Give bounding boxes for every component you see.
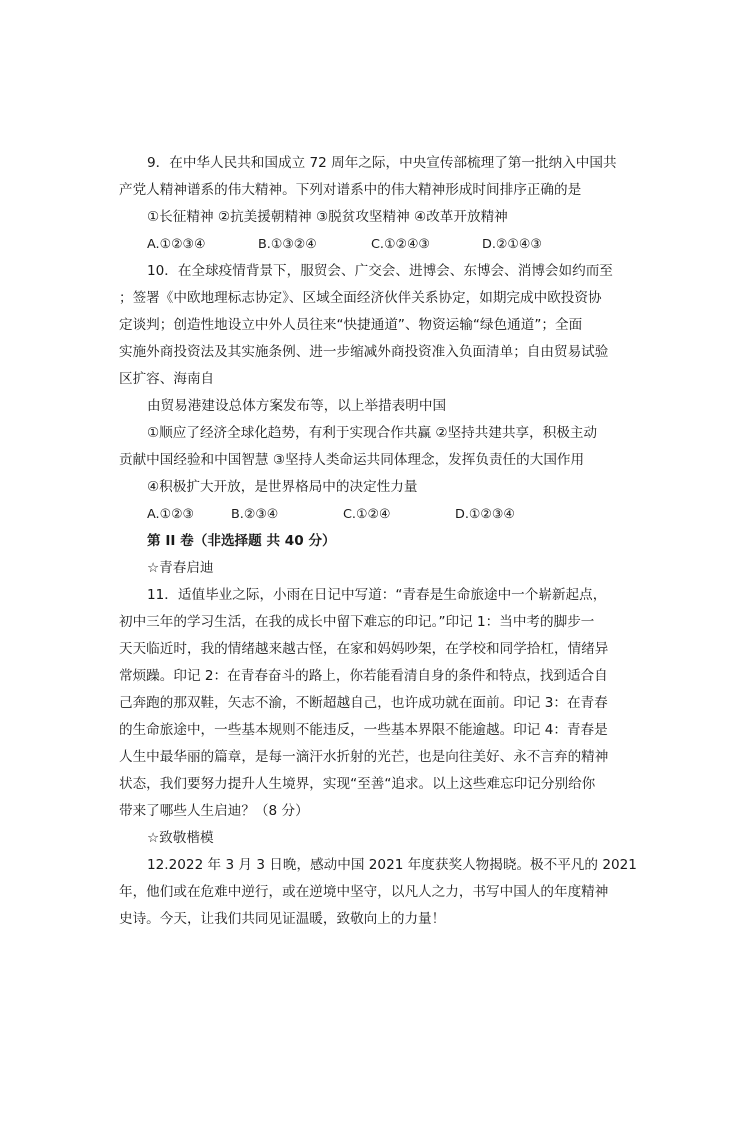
q12-heading: ☆致敬楷模 (147, 830, 214, 846)
q9-line-2: 产党人精神谱系的伟大精神。下列对谱系中的伟大精神形成时间排序正确的是 (119, 182, 582, 198)
q12-line-1: 12.2022 年 3 月 3 日晚，感动中国 2021 年度获奖人物揭晓。极不平凡的 2021 (147, 857, 637, 873)
q9-option-b[interactable]: B.①③②④ (258, 237, 317, 252)
q11-line-6: 的生命旅途中，一些基本规则不能违反，一些基本界限不能逾越。印记 4：青春是 (119, 722, 608, 738)
q10-line-4: 实施外商投资法及其实施条例、进一步缩减外商投资准入负面清单；自由贸易试验 (119, 344, 609, 360)
q10-option-a[interactable]: A.①②③ (147, 507, 195, 522)
question-11 (119, 555, 623, 825)
q11-line-8: 状态，我们要努力提升人生境界，实现“至善“追求。以上这些难忘印记分别给你 (119, 776, 596, 792)
q12-line-3: 史诗。今天，让我们共同见证温暖，致敬向上的力量！ (119, 911, 446, 927)
q9-line-1: 9．在中华人民共和国成立 72 周年之际，中央宣传部梳理了第一批纳入中国共 (147, 155, 617, 171)
q10-option-b[interactable]: B.②③④ (231, 507, 279, 522)
q9-option-c[interactable]: C.①②④③ (371, 237, 430, 252)
q10-line-5: 区扩容、海南自 (119, 371, 215, 387)
question-9 (119, 150, 623, 258)
q12-line-2: 年，他们或在危难中逆行，或在逆境中坚守，以凡人之力，书写中国人的年度精神 (119, 884, 609, 900)
document-page (119, 150, 637, 933)
q11-line-4: 常烦躁。印记 2：在青春奋斗的路上，你若能看清自身的条件和特点，找到适合自 (119, 668, 608, 684)
q10-options (147, 501, 623, 528)
q10-line-3: 定谈判；创造性地设立中外人员往来“快捷通道”、物资运输“绿色通道”；全面 (119, 317, 583, 333)
q10-line-2: ；签署《中欧地理标志协定》、区域全面经济伙伴关系协定，如期完成中欧投资协 (119, 290, 602, 306)
q11-line-3: 天天临近时，我的情绪越来越古怪，在家和妈妈吵架，在学校和同学拾杠，情绪异 (119, 641, 609, 657)
q11-line-9: 带来了哪些人生启迪？（8 分） (119, 803, 309, 819)
q11-heading: ☆青春启迪 (147, 560, 214, 576)
q10-line-1: 10．在全球疫情背景下，服贸会、广交会、进博会、东博会、消博会如约而至 (147, 263, 613, 279)
q9-option-d[interactable]: D.②①④③ (482, 237, 542, 252)
q11-line-2: 初中三年的学习生活，在我的成长中留下难忘的印记。”印记 1：当中考的脚步一 (119, 614, 595, 630)
q9-options (147, 231, 623, 258)
q9-line-3: ①长征精神 ②抗美援朝精神 ③脱贫攻坚精神 ④改革开放精神 (147, 209, 508, 225)
question-10 (119, 258, 623, 528)
question-12 (119, 825, 637, 933)
q10-line-9: ④积极扩大开放，是世界格局中的决定性力量 (147, 479, 418, 495)
q10-line-7: ①顺应了经济全球化趋势，有利于实现合作共赢 ②坚持共建共享，积极主动 (147, 425, 598, 441)
q11-line-7: 人生中最华丽的篇章，是每一滴汗水折射的光芒，也是向往美好、永不言弃的精神 (119, 749, 609, 765)
q11-line-5: 己奔跑的那双鞋，矢志不渝，不断超越自己，也许成功就在面前。印记 3：在青春 (119, 695, 608, 711)
q10-option-c[interactable]: C.①②④ (343, 507, 391, 522)
q10-line-8: 贡献中国经验和中国智慧 ③坚持人类命运共同体理念，发挥负责任的大国作用 (119, 452, 585, 468)
q10-option-d[interactable]: D.①②③④ (455, 507, 515, 522)
q11-line-1: 11．适值毕业之际，小雨在日记中写道：“青春是生命旅途中一个崭新起点， (147, 587, 607, 603)
section-2-title: 第 II 卷（非选择题 共 40 分） (147, 533, 336, 549)
q9-option-a[interactable]: A.①②③④ (147, 237, 206, 252)
q10-line-6: 由贸易港建设总体方案发布等，以上举措表明中国 (147, 398, 447, 414)
